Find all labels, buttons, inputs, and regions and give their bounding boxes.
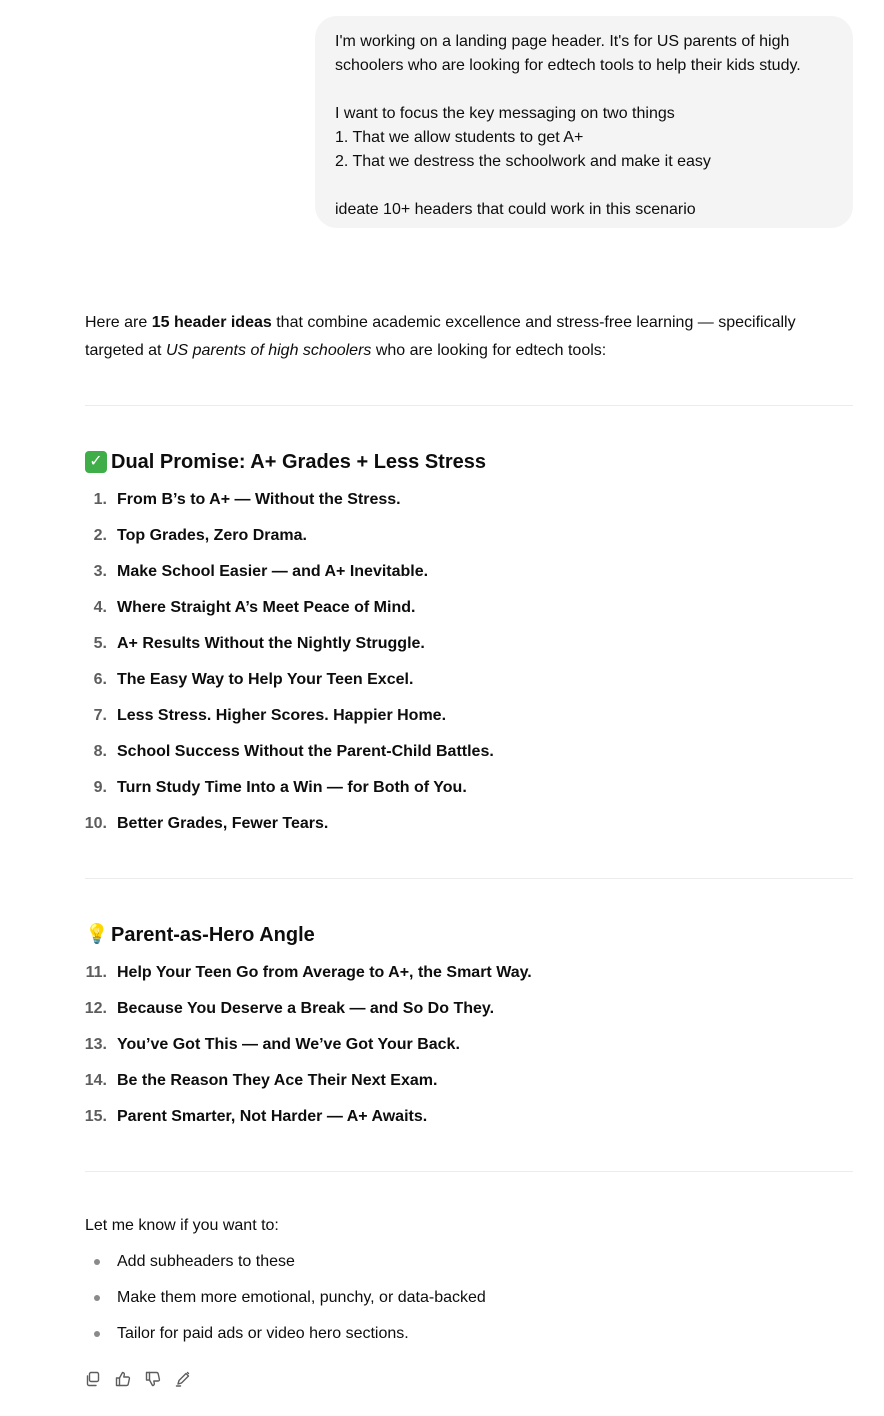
list-item	[85, 734, 853, 770]
list-item-text: You’ve Got This — and We’ve Got Your Back.	[117, 1036, 460, 1053]
list-item	[85, 698, 853, 734]
user-message-line: I'm working on a landing page header. It's for US parents of high	[335, 33, 790, 50]
list-number: 12.	[84, 1000, 107, 1017]
list-item-text: School Success Without the Parent-Child Battles.	[117, 743, 494, 760]
list-item-text: From B’s to A+ — Without the Stress.	[117, 491, 401, 508]
user-message-line	[335, 174, 833, 198]
intro-text: who are looking for edtech tools:	[371, 342, 607, 359]
copy-icon	[84, 1370, 102, 1388]
user-message-line: 2. That we destress the schoolwork and make it easy	[335, 153, 711, 170]
list-item-text: Be the Reason They Ace Their Next Exam.	[117, 1072, 438, 1089]
list-number: 6.	[93, 671, 107, 688]
list-item-text: Turn Study Time Into a Win — for Both of You.	[117, 779, 467, 796]
list-item	[85, 991, 853, 1027]
edit-button[interactable]	[168, 1366, 198, 1392]
divider	[85, 405, 853, 406]
intro-italic: US parents of high schoolers	[165, 342, 372, 359]
intro-text: Here are	[85, 314, 152, 331]
list-item	[85, 806, 853, 842]
bullet	[94, 1295, 100, 1301]
list-item-text: The Easy Way to Help Your Teen Excel.	[117, 671, 414, 688]
list-item	[85, 1027, 853, 1063]
list-number: 4.	[93, 599, 107, 616]
list-item-text: A+ Results Without the Nightly Struggle.	[117, 635, 425, 652]
list-item-text: Less Stress. Higher Scores. Happier Home.	[117, 707, 447, 724]
list-item-text: Because You Deserve a Break — and So Do They.	[117, 1000, 495, 1017]
thumbs-up-button[interactable]	[108, 1366, 138, 1392]
section-title-parent-hero	[85, 921, 315, 949]
thumbs-down-button[interactable]	[138, 1366, 168, 1392]
followup-options-list	[85, 1244, 853, 1352]
list-item	[85, 955, 853, 991]
list-number: 15.	[84, 1108, 107, 1125]
list-item-text: Where Straight A’s Meet Peace of Mind.	[117, 599, 416, 616]
list-item-text: Make them more emotional, punchy, or data-backed	[117, 1289, 486, 1306]
user-message-line: ideate 10+ headers that could work in this scenario	[335, 201, 696, 218]
list-number: 14.	[84, 1072, 107, 1089]
user-message-bubble	[315, 16, 853, 228]
check-mark-icon: ✓	[85, 451, 107, 473]
response-intro	[85, 309, 853, 365]
section-title-text: Parent-as-Hero Angle	[111, 924, 315, 946]
list-number: 13.	[84, 1036, 107, 1053]
list-item	[85, 1244, 853, 1280]
followup-text: Let me know if you want to:	[85, 1217, 279, 1234]
list-item	[85, 1063, 853, 1099]
edit-icon	[174, 1370, 192, 1388]
thumbs-up-icon	[114, 1370, 132, 1388]
list-number: 8.	[93, 743, 107, 760]
user-message-line: schoolers who are looking for edtech tools to help their kids study.	[335, 57, 801, 74]
bullet	[94, 1259, 100, 1265]
list-item	[85, 482, 853, 518]
list-item-text: Better Grades, Fewer Tears.	[117, 815, 329, 832]
list-item	[85, 770, 853, 806]
header-list-dual-promise	[85, 482, 853, 842]
header-list-parent-hero	[85, 955, 853, 1135]
list-number: 11.	[85, 964, 107, 981]
list-item-text: Add subheaders to these	[117, 1253, 295, 1270]
list-number: 10.	[84, 815, 107, 832]
list-number: 3.	[93, 563, 107, 580]
divider	[85, 878, 853, 879]
thumbs-down-icon	[144, 1370, 162, 1388]
divider	[85, 1171, 853, 1172]
section-title-dual-promise	[85, 448, 486, 476]
list-number: 5.	[93, 635, 107, 652]
bullet	[94, 1331, 100, 1337]
copy-button[interactable]	[78, 1366, 108, 1392]
user-message-line: 1. That we allow students to get A+	[335, 129, 584, 146]
intro-text: that combine academic excellence and stress-free learning — specifically targeted at	[85, 314, 796, 359]
list-item	[85, 1316, 853, 1352]
list-item	[85, 626, 853, 662]
list-item	[85, 590, 853, 626]
message-actions	[78, 1366, 198, 1392]
list-item-text: Help Your Teen Go from Average to A+, the Smart Way.	[117, 964, 532, 981]
list-number: 1.	[93, 491, 107, 508]
user-message-line: I want to focus the key messaging on two things	[335, 105, 675, 122]
list-item-text: Make School Easier — and A+ Inevitable.	[117, 563, 429, 580]
list-item	[85, 554, 853, 590]
user-message-line	[335, 78, 833, 102]
list-item	[85, 662, 853, 698]
list-number: 9.	[93, 779, 107, 796]
section-title-text: Dual Promise: A+ Grades + Less Stress	[111, 451, 486, 473]
list-number: 7.	[93, 707, 107, 724]
intro-bold: 15 header ideas	[151, 314, 272, 331]
list-item	[85, 518, 853, 554]
lightbulb-icon: 💡	[85, 924, 109, 945]
list-number: 2.	[93, 527, 107, 544]
list-item	[85, 1099, 853, 1135]
list-item-text: Tailor for paid ads or video hero sections.	[117, 1325, 409, 1342]
list-item-text: Parent Smarter, Not Harder — A+ Awaits.	[117, 1108, 428, 1125]
list-item	[85, 1280, 853, 1316]
list-item-text: Top Grades, Zero Drama.	[117, 527, 307, 544]
